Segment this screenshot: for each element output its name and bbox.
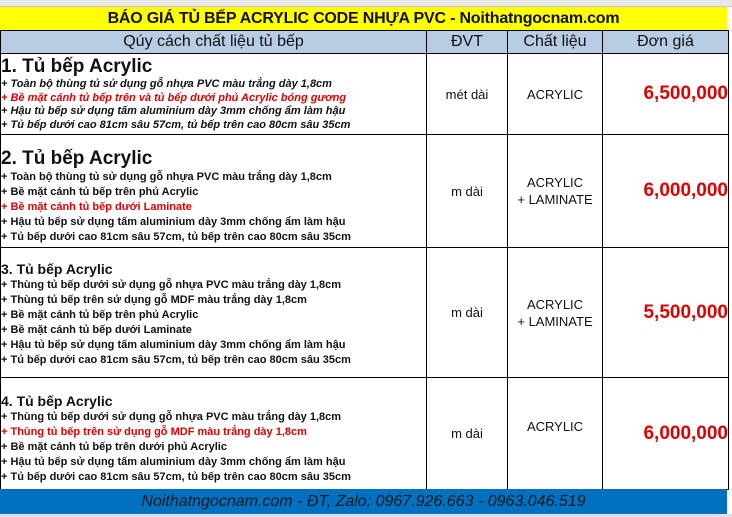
table-row	[1, 54, 729, 135]
header-price: Đơn giá	[603, 31, 729, 54]
unit-cell[interactable]: m dài	[427, 378, 508, 490]
price-cell[interactable]: 6,000,000	[603, 378, 729, 490]
spec-line: + Toàn bộ thùng tủ sử dụng gỗ nhựa PVC màu trắng dày 1,8cm	[1, 78, 332, 90]
spec-cell[interactable]	[1, 378, 427, 490]
price-cell[interactable]: 6,500,000	[603, 54, 729, 135]
material-text: ACRYLIC	[526, 419, 584, 434]
material-cell[interactable]	[508, 54, 603, 135]
spec-line: + Tủ bếp dưới cao 81cm sâu 57cm, tủ bếp trên cao 80cm sâu 35cm	[1, 230, 351, 243]
material-text: ACRYLIC	[526, 86, 584, 102]
product-title: 2. Tủ bếp Acrylic	[1, 147, 153, 169]
price-table	[0, 30, 729, 490]
page-title: BÁO GIÁ TỦ BẾP ACRYLIC CODE NHỰA PVC - Noithatngocnam.com	[0, 7, 727, 30]
material-cell[interactable]	[508, 378, 603, 490]
product-title: 1. Tủ bếp Acrylic	[1, 56, 153, 77]
spec-line-highlight: + Thùng tủ bếp trên sử dụng gỗ MDF màu trắng dày 1,8cm	[1, 425, 307, 438]
spec-line: + Tủ bếp dưới cao 81cm sâu 57cm, tủ bếp trên cao 80cm sâu 35cm	[1, 118, 351, 131]
spec-line: + Hậu tủ bếp sử dụng tấm aluminium dày 3mm chống ẩm làm hậu	[1, 105, 346, 117]
spec-line: + Tủ bếp dưới cao 81cm sâu 57cm, tủ bếp trên cao 80cm sâu 35cm	[1, 353, 351, 366]
spec-line-highlight: + Bề mặt cánh tủ bếp trên và tủ bếp dưới phủ Acrylic bóng gương	[1, 91, 347, 104]
spec-cell[interactable]	[1, 54, 427, 135]
contact-footer: Noithatngocnam.com - ĐT, Zalo: 0967.926.663 - 0963.046.519	[0, 489, 727, 514]
spreadsheet-column-header-strip	[0, 0, 732, 7]
spec-line: + Bề mặt cánh tủ bếp dưới Laminate	[1, 323, 192, 336]
product-title: 4. Tủ bếp Acrylic	[1, 392, 113, 409]
spec-cell[interactable]	[1, 135, 427, 248]
material-text: ACRYLIC	[526, 175, 584, 190]
table-row	[1, 135, 729, 248]
spec-line: + Thùng tủ bếp trên sử dụng gỗ MDF màu trắng dày 1,8cm	[1, 293, 307, 306]
unit-cell[interactable]: m dài	[427, 248, 508, 378]
unit-cell[interactable]: mét dài	[427, 54, 508, 135]
material-text: + LAMINATE	[517, 313, 593, 329]
table-row	[1, 248, 729, 378]
spec-line: + Hậu tủ bếp sử dụng tấm aluminium dày 3mm chống ẩm làm hậu	[1, 455, 346, 468]
spec-line: + Hậu tủ bếp sử dụng tấm aluminium dày 3mm chống ẩm làm hậu	[1, 338, 346, 351]
header-material: Chất liệu	[508, 31, 603, 54]
unit-cell[interactable]: m dài	[427, 135, 508, 248]
spec-line: + Thùng tủ bếp dưới sử dụng gỗ nhựa PVC màu trắng dày 1,8cm	[1, 410, 342, 423]
table-row	[1, 378, 729, 490]
material-text: ACRYLIC	[526, 296, 584, 312]
material-cell[interactable]	[508, 135, 603, 248]
spec-line-highlight: + Bề mặt cánh tủ bếp dưới Laminate	[1, 200, 192, 213]
product-title: 3. Tủ bếp Acrylic	[1, 260, 113, 277]
spec-cell[interactable]	[1, 248, 427, 378]
spec-line: + Toàn bộ thùng tủ sử dụng gỗ nhựa PVC màu trắng dày 1,8cm	[1, 170, 332, 183]
header-unit: ĐVT	[427, 31, 508, 54]
table-header-row	[1, 31, 729, 54]
spec-line: + Bề mặt cánh tủ bếp trên phủ Acrylic	[1, 185, 199, 198]
header-spec: Qúy cách chất liệu tủ bếp	[1, 31, 427, 54]
spec-line: + Thùng tủ bếp dưới sử dụng gỗ nhựa PVC màu trắng dày 1,8cm	[1, 278, 342, 291]
spec-line: + Bề mặt cánh tủ bếp trên dưới phủ Acrylic	[1, 440, 227, 453]
material-text: + LAMINATE	[517, 192, 593, 207]
spec-line: + Bề mặt cánh tủ bếp trên phủ Acrylic	[1, 308, 199, 321]
price-cell[interactable]: 5,500,000	[603, 248, 729, 378]
spec-line: + Hậu tủ bếp sử dụng tấm aluminium dày 3mm chống ẩm làm hậu	[1, 215, 346, 228]
spec-line: + Tủ bếp dưới cao 81cm sâu 57cm, tủ bếp trên cao 80cm sâu 35cm	[1, 470, 351, 483]
material-cell[interactable]	[508, 248, 603, 378]
price-cell[interactable]: 6,000,000	[603, 135, 729, 248]
